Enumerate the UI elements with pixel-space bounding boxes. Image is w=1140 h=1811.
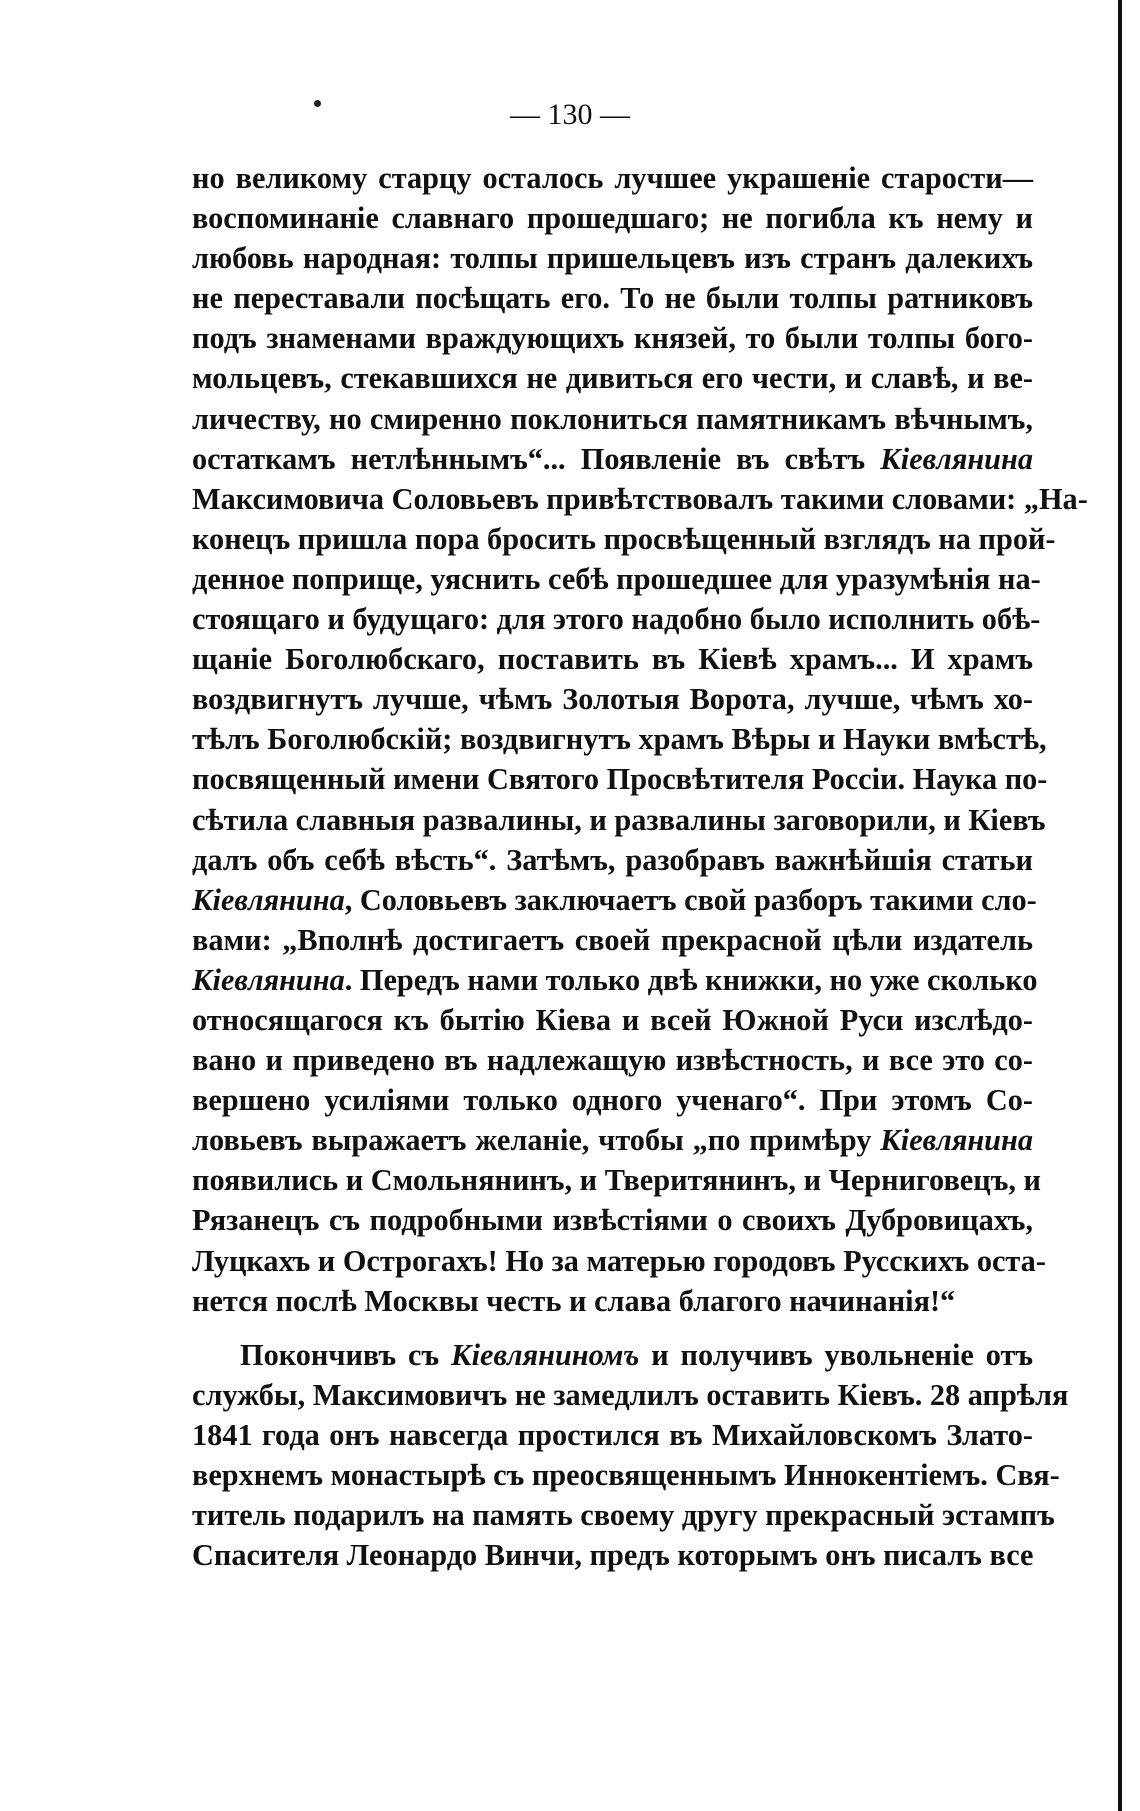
text-line: тѣлъ Боголюбскій; воздвигнутъ храмъ Вѣры и Науки вмѣстѣ, (192, 722, 1047, 757)
text-line: не переставали посѣщать его. То не были толпы ратниковъ (192, 281, 1033, 316)
text-line: Луцкахъ и Острогахъ! Но за матерью городовъ Русскихъ оста- (192, 1243, 1046, 1278)
paragraph-2 (192, 1335, 1069, 1576)
text-line: воспоминаніе славнаго прошедшаго; не погибла къ нему и (192, 201, 1033, 236)
text-line: вами: „Вполнѣ достигаетъ своей прекрасной цѣли издатель (192, 922, 1033, 957)
italic-title: Кіевлянина (192, 962, 345, 997)
text-line: появились и Смольнянинъ, и Тверитянинъ, и Черниговецъ, и (192, 1163, 1041, 1198)
text-line: вершено усиліями только одного ученаго“. При этомъ Со- (192, 1083, 1033, 1118)
text-line: щаніе Боголюбскаго, поставить въ Кіевѣ храмъ... И храмъ (192, 642, 1033, 677)
text-line: воздвигнутъ лучше, чѣмъ Золотыя Ворота, лучше, чѣмъ хо- (192, 682, 1033, 717)
text-line: нется послѣ Москвы честь и слава благого начинанія!“ (192, 1283, 956, 1318)
text-line: стоящаго и будущаго: для этого надобно было исполнить обѣ- (192, 602, 1041, 637)
paragraph-1 (192, 158, 1088, 1321)
page-edge-shadow (1118, 0, 1122, 1811)
text-line: мольцевъ, стекавшихся не дивиться его чести, и славѣ, и ве- (192, 361, 1033, 396)
text-line: любовь народная: толпы пришельцевъ изъ странъ далекихъ (192, 241, 1033, 276)
text-line: но великому старцу осталось лучшее украшеніе старости— (192, 161, 1033, 195)
text-line: посвященный имени Святого Просвѣтителя Россіи. Наука по- (192, 762, 1048, 797)
text-line: 1841 года онъ навсегда простился въ Михайловскомъ Злато- (192, 1417, 1033, 1452)
text-line: Рязанецъ съ подробными извѣстіями о своихъ Дубровицахъ, (192, 1203, 1033, 1238)
text-line: Спасителя Леонардо Винчи, предъ которымъ онъ писалъ все (192, 1538, 1034, 1573)
text-line: титель подарилъ на память своему другу прекрасный эстампъ (192, 1498, 1055, 1533)
text-line: денное поприще, уяснить себѣ прошедшее для уразумѣнія на- (192, 561, 1041, 596)
text-line: конецъ пришла пора бросить просвѣщенный взглядъ на прой- (192, 521, 1056, 556)
body-text (192, 158, 1088, 1575)
italic-title: Кіевляниномъ (451, 1337, 640, 1372)
text-line: относящагося къ бытію Кіева и всей Южной Руси изслѣдо- (192, 1002, 1033, 1037)
text-line: остаткамъ нетлѣннымъ“... Появленіе въ свѣтъ Кіевлянина (192, 441, 1033, 476)
text-line: службы, Максимовичъ не замедлилъ оставить Кіевъ. 28 апрѣля (192, 1377, 1069, 1412)
text-line: личеству, но смиренно поклониться памятникамъ вѣчнымъ, (192, 401, 1033, 436)
text-line: Максимовича Соловьевъ привѣтствовалъ такими словами: „На- (192, 481, 1088, 516)
italic-title: Кіевлянина (192, 882, 345, 917)
text-line: верхнемъ монастырѣ съ преосвященнымъ Иннокентіемъ. Свя- (192, 1458, 1060, 1492)
text-line: ловьевъ выражаетъ желаніе, чтобы „по примѣру Кіевлянина (192, 1123, 1033, 1158)
paragraph-gap (192, 1321, 1033, 1335)
italic-title: Кіевлянина (880, 441, 1033, 476)
text-line: Кіевлянина. Передъ нами только двѣ книжки, но уже сколько (192, 962, 1038, 997)
text-line: Кіевлянина, Соловьевъ заключаетъ свой разборъ такими сло- (192, 882, 1037, 917)
page-number: — 130 — (510, 98, 630, 131)
italic-title: Кіевлянина (880, 1123, 1033, 1158)
text-line: вано и приведено въ надлежащую извѣстность, и все это со- (192, 1043, 1033, 1078)
text-line: сѣтила славныя развалины, и развалины заговорили, и Кіевъ (192, 802, 1046, 837)
text-line: подъ знаменами враждующихъ князей, то были толпы бого- (192, 321, 1033, 356)
text-line: далъ объ себѣ вѣсть“. Затѣмъ, разобравъ важнѣйшія статьи (192, 842, 1033, 877)
text-line: Покончивъ съ Кіевляниномъ и получивъ увольненіе отъ (240, 1337, 1033, 1372)
